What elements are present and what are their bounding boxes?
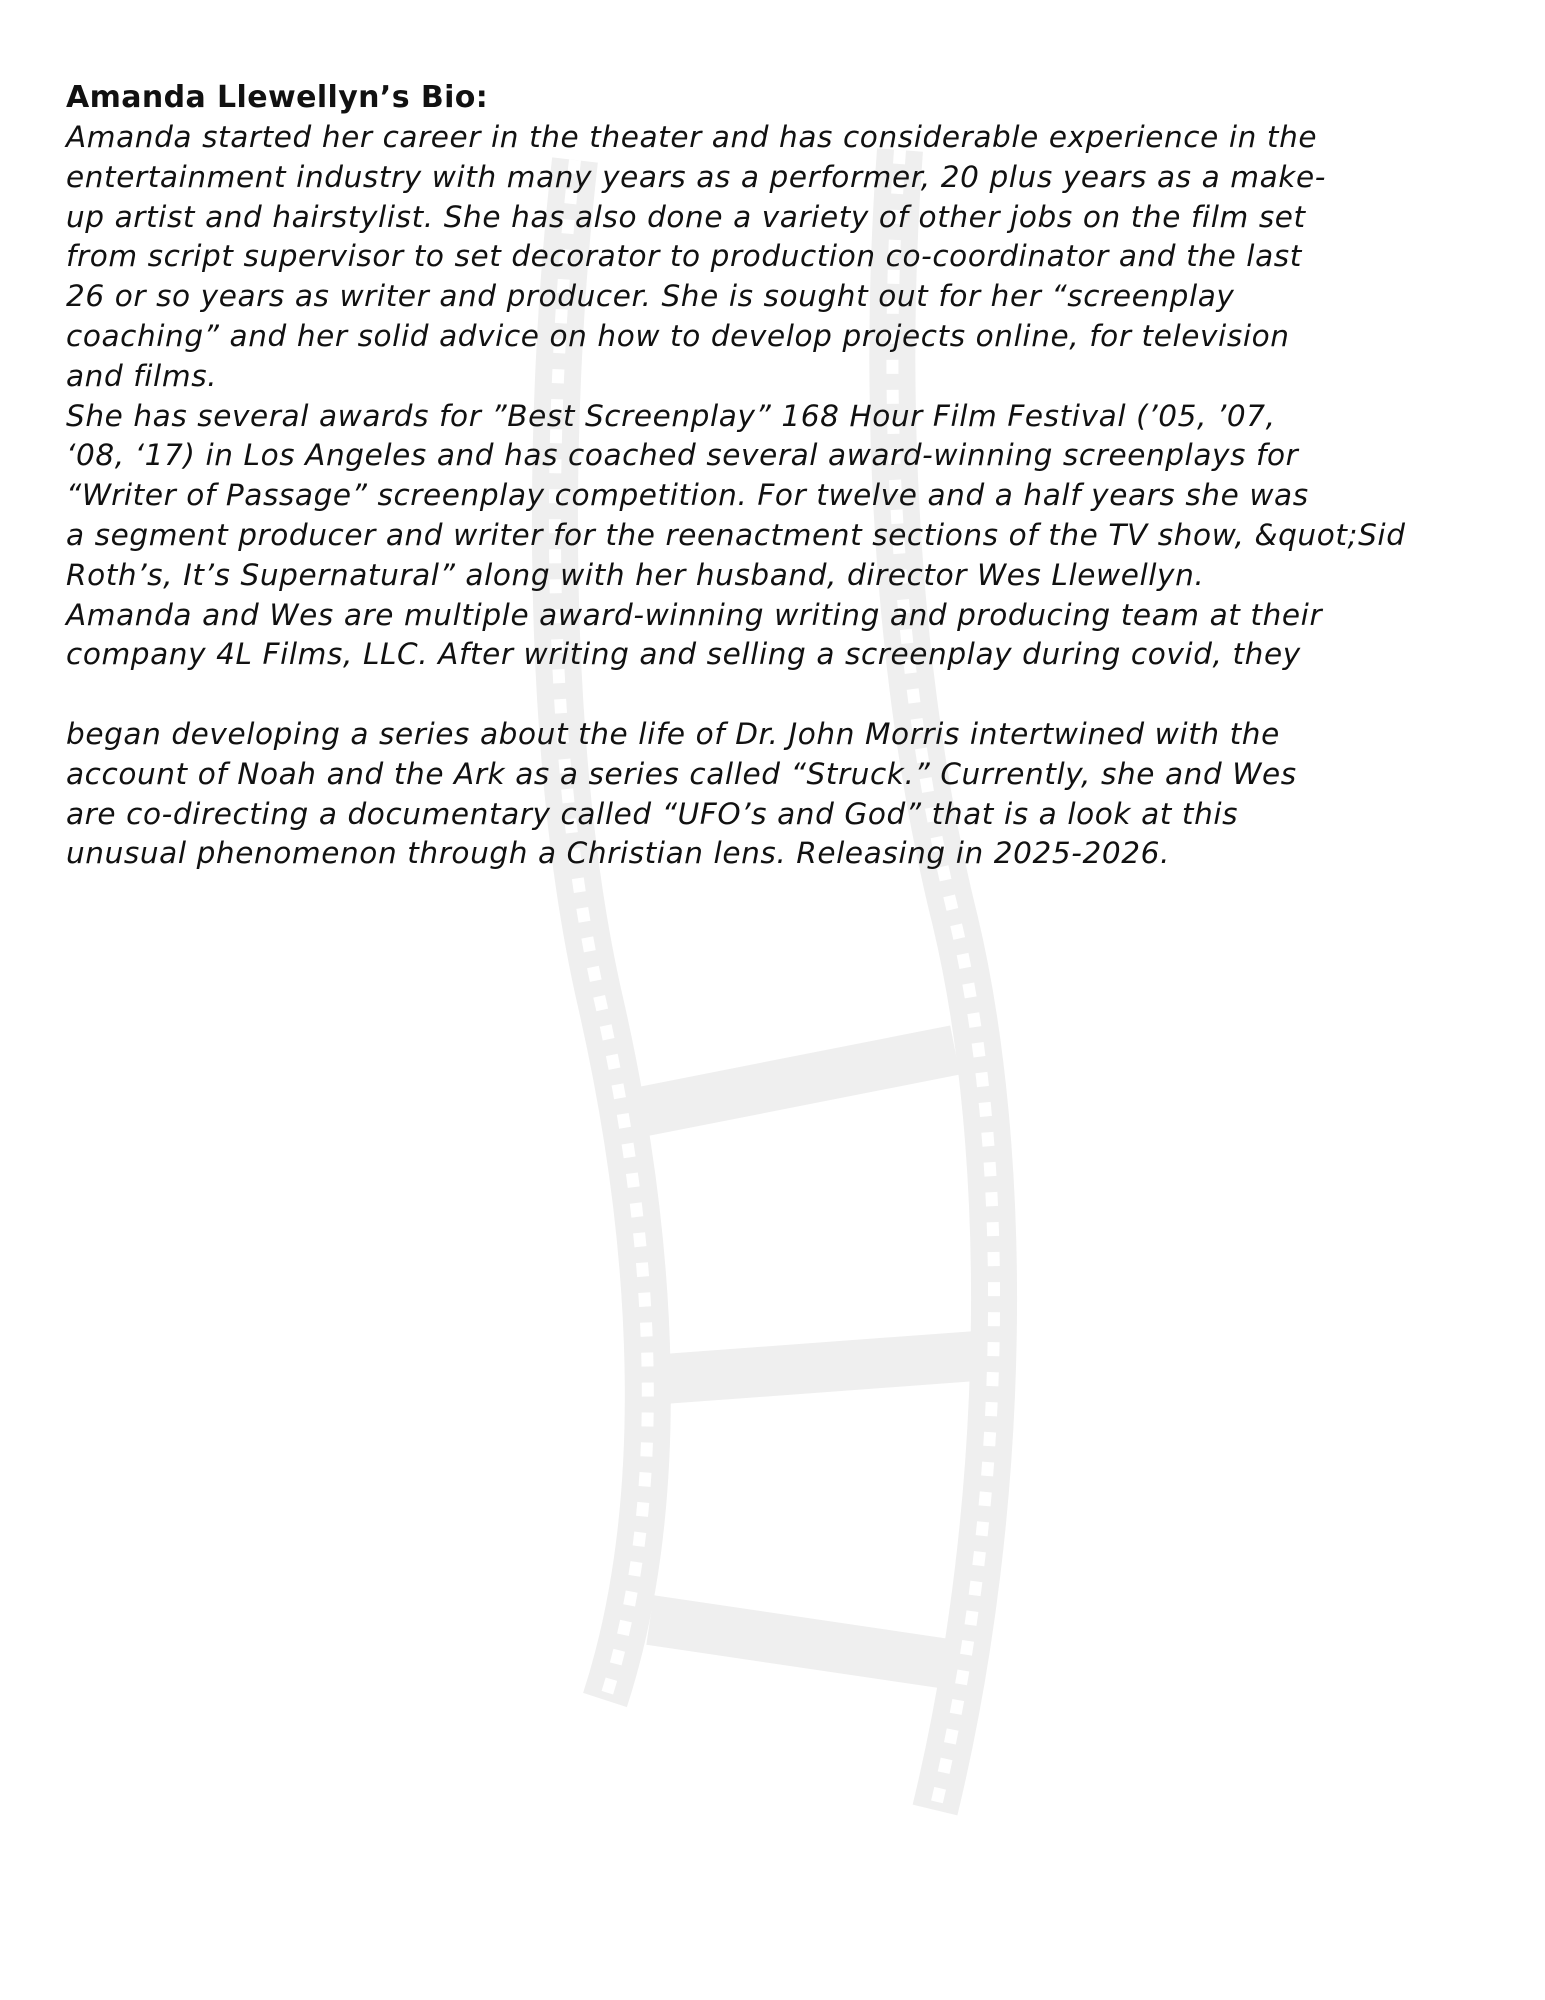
bio-line: Amanda started her career in the theater and has considerable experience in the [66, 120, 1318, 154]
bio-line: company 4L Films, LLC. After writing and selling a screenplay during covid, they [66, 637, 1301, 672]
bio-line: coaching” and her solid advice on how to develop projects online, for television [66, 318, 1290, 353]
bio-line: up artist and hairstylist. She has also done a variety of other jobs on the film set [66, 199, 1306, 234]
bio-line: entertainment industry with many years as a performer, 20 plus years as a make- [66, 159, 1326, 194]
bio-line: and films. [66, 358, 218, 393]
bio-line: Roth’s, It’s Supernatural” along with her husband, director Wes Llewellyn. [66, 557, 1205, 592]
bio-line: began developing a series about the life of Dr. John Morris intertwined with the [66, 716, 1280, 751]
bio-line: account of Noah and the Ark as a series called “Struck.” Currently, she and Wes [66, 756, 1297, 791]
bio-heading: Amanda Llewellyn’s Bio: [66, 80, 489, 115]
film-strip-frame-divider [650, 1620, 975, 1668]
bio-line: a segment producer and writer for the reenactment sections of the TV show, &quot;Sid [66, 517, 1406, 552]
bio-line: from script supervisor to set decorator to production co-coordinator and the last [66, 239, 1302, 274]
paragraph-gap [66, 675, 1506, 715]
bio-body [66, 118, 1506, 874]
bio-document [66, 78, 1506, 874]
bio-line: She has several awards for ”Best Screenplay” 168 Hour Film Festival (’05, ’07, [66, 398, 1276, 433]
bio-line: unusual phenomenon through a Christian lens. Releasing in 2025-2026. [66, 836, 1170, 871]
film-strip-frame-divider [610, 1050, 955, 1118]
bio-line: Amanda and Wes are multiple award-winning writing and producing team at their [66, 597, 1323, 632]
bio-line: ‘08, ‘17) in Los Angeles and has coached several award-winning screenplays for [66, 438, 1299, 473]
bio-line: 26 or so years as writer and producer. She is sought out for her “screenplay [66, 279, 1235, 314]
bio-line: “Writer of Passage” screenplay competition. For twelve and a half years she was [66, 478, 1309, 513]
film-strip-frame-divider [650, 1355, 990, 1380]
bio-line: are co-directing a documentary called “UFO’s and God” that is a look at this [66, 796, 1239, 831]
